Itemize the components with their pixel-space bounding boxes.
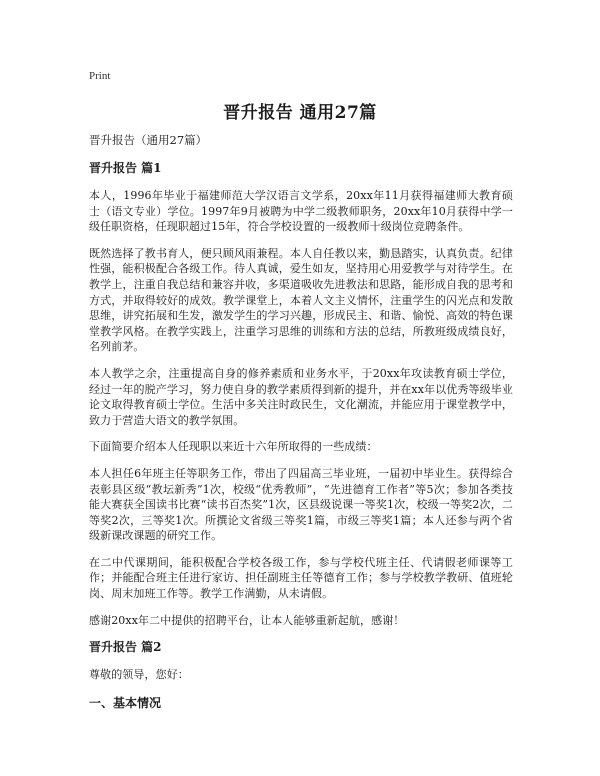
paragraph: 本人担任6年班主任等职务工作，带出了四届高三毕业班，一届初中毕业生。获得综合表彰县区级“教坛新秀”1次，校级“优秀教师”，“先进德育工作者”等5次；参加各类技能大赛获全国读书比赛“读书百杰奖”1次，区县级说课一等奖1次，校级一等奖2次，二等奖2次，三等奖1次。所撰论文省级三等奖1篇，市级三等奖1篇；本人还参与两个省级新课改课题的研究工作。 [89, 466, 513, 543]
section-heading: 晋升报告 篇1 [89, 161, 162, 175]
print-label[interactable]: Print [89, 70, 111, 82]
document-title: 晋升报告 通用27篇 [223, 103, 377, 123]
paragraph: 既然选择了教书育人，便只顾风雨兼程。本人自任教以来，勤恳踏实，认真负责。纪律性强，能积极配合各级工作。待人真诚，爱生如友，坚持用心用爱教学与对待学生。在教学上，注重自我总结和兼容并收，多渠道吸收先进教法和思路，能形成自我的思考和方式，并取得较好的成效。教学课堂上，本着人文主义情怀，注重学生的闪光点和发散思维，讲究拓展和生发，激发学生的学习兴趣，形成民主、和谐、愉悦、高效的特色课堂教学风格。在教学实践上，注重学习思维的训练和方法的总结，所教班级成绩良好，名列前茅。 [89, 246, 513, 354]
paragraph: 感谢20xx年二中提供的招聘平台，让本人能够重新起航，感谢！ [89, 613, 405, 627]
document-body [89, 132, 513, 723]
greeting: 尊敬的领导，您好： [89, 668, 189, 682]
paragraph: 在二中代课期间，能积极配合学校各级工作，参与学校代班主任、代请假老师课等工作；并能配合班主任进行家访、担任副班主任等德育工作；参与学校教学教研、值班轮岗、周末加班工作等。教学工作满勤，从未请假。 [89, 555, 513, 601]
section-heading: 晋升报告 篇2 [89, 640, 162, 655]
document-subtitle: 晋升报告（通用27篇） [89, 133, 208, 147]
paragraph: 本人教学之余，注重提高自身的修养素质和业务水平，于20xx年攻读教育硕士学位，经过一年的脱产学习，努力使自身的教学素质得到新的提升，并在xx年以优秀等级毕业论文取得教育硕士学位。生活中多关注时政民生，文化潮流，并能应用于课堂教学中，致力于营造大语文的教学氛围。 [89, 366, 513, 427]
subsection-heading: 一、基本情况 [89, 695, 162, 710]
paragraph: 本人，1996年毕业于福建师范大学汉语言文学系，20xx年11月获得福建师大教育硕士（语文专业）学位。1997年9月被聘为中学二级教师职务，20xx年10月获得中学一级任职资格，任现职超过15年，符合学校设置的一级教师十级岗位竞聘条件。 [89, 189, 513, 234]
paragraph: 下面简要介绍本人任现职以来近十六年所取得的一些成绩： [89, 440, 378, 454]
